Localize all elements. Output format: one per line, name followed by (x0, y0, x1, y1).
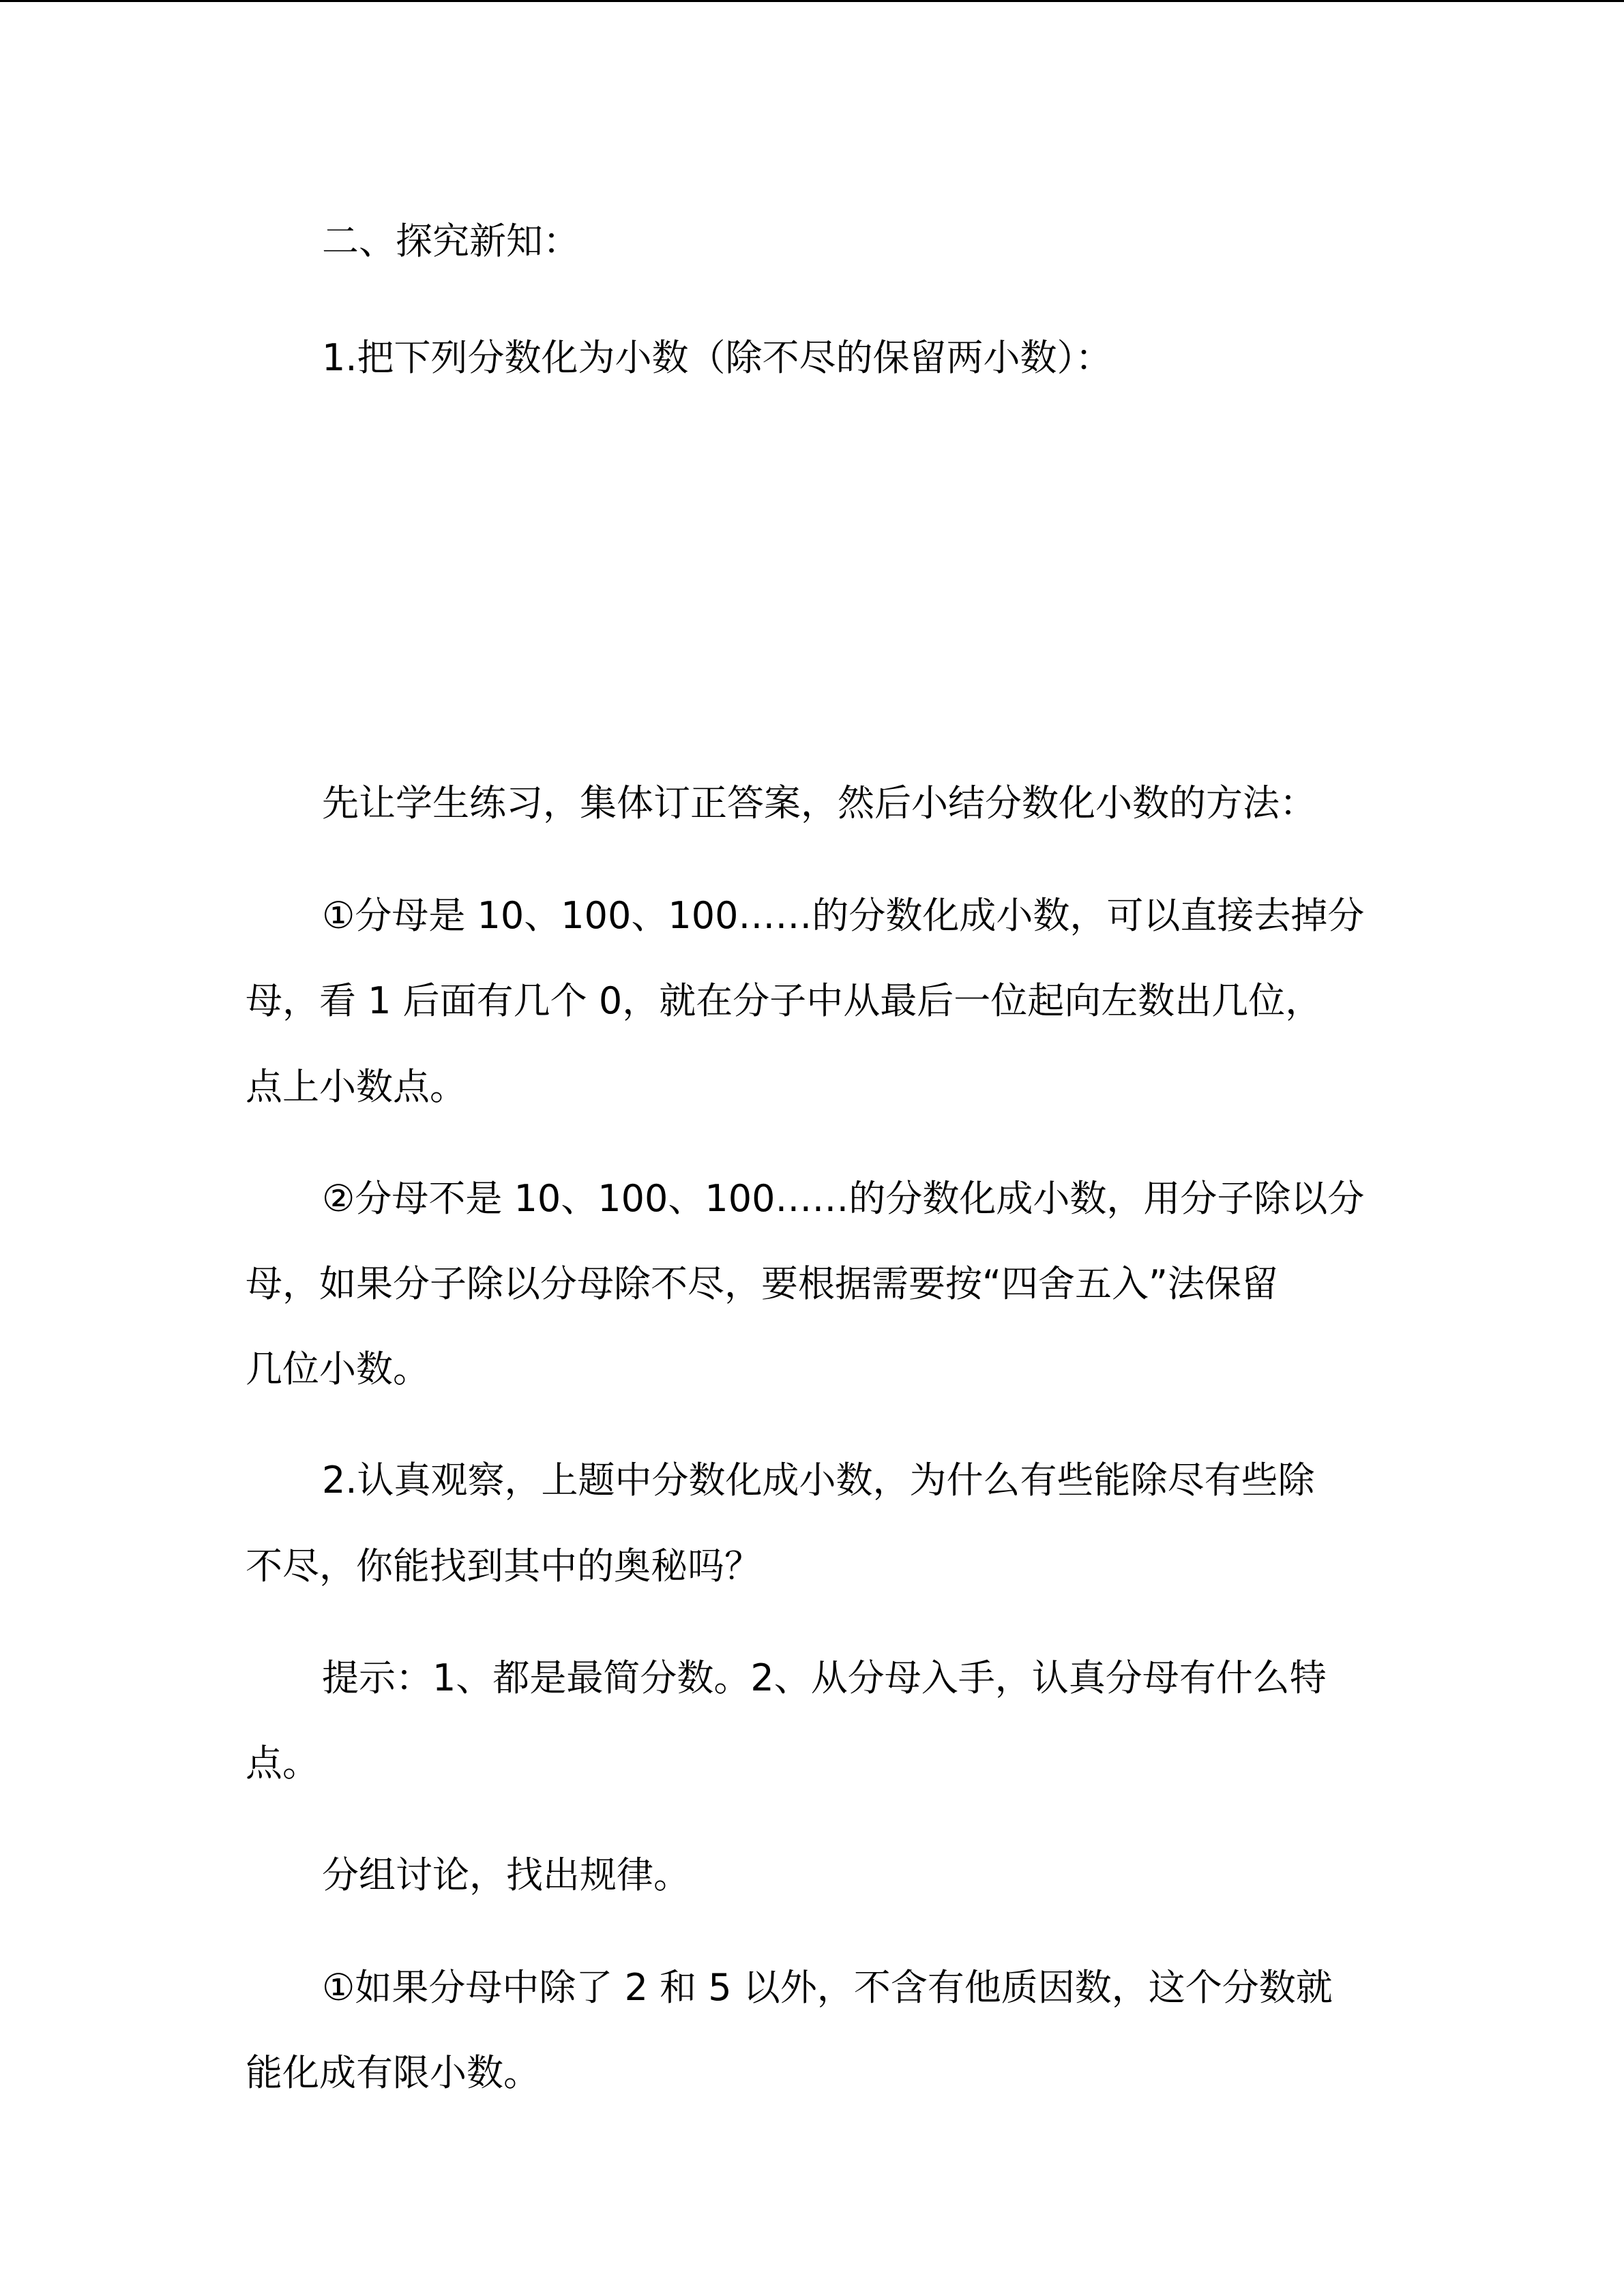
paragraph-line: 能化成有限小数。 (246, 2051, 540, 2094)
paragraph-line: 提示：1、都是最简分数。2、从分母入手，认真分母有什么特 (322, 1656, 1327, 1699)
paragraph-line: ①分母是 10、100、100……的分数化成小数，可以直接去掉分 (322, 894, 1365, 937)
paragraph-line: 不尽，你能找到其中的奥秘吗？ (246, 1545, 761, 1587)
paragraph-line: 2.认真观察，上题中分数化成小数，为什么有些能除尽有些除 (322, 1459, 1315, 1502)
exercise-instruction: 1.把下列分数化为小数（除不尽的保留两小数）： (322, 336, 1112, 379)
paragraph-line: 母，看 1 后面有几个 0，就在分子中从最后一位起向左数出几位， (246, 979, 1323, 1022)
paragraph-line: ①如果分母中除了 2 和 5 以外，不含有他质因数，这个分数就 (322, 1966, 1333, 2009)
paragraph-line: 先让学生练习，集体订正答案，然后小结分数化小数的方法： (322, 781, 1316, 824)
paragraph-line: ②分母不是 10、100、100……的分数化成小数，用分子除以分 (322, 1177, 1365, 1220)
paragraph-line: 点。 (246, 1742, 319, 1785)
paragraph-line: 点上小数点。 (246, 1065, 467, 1108)
paragraph-line: 几位小数。 (246, 1347, 430, 1390)
section-heading: 二、探究新知： (322, 220, 580, 263)
paragraph-line: 分组讨论，找出规律。 (322, 1853, 690, 1896)
paragraph-line: 母，如果分子除以分母除不尽，要根据需要按“四舍五入”法保留 (246, 1262, 1278, 1305)
